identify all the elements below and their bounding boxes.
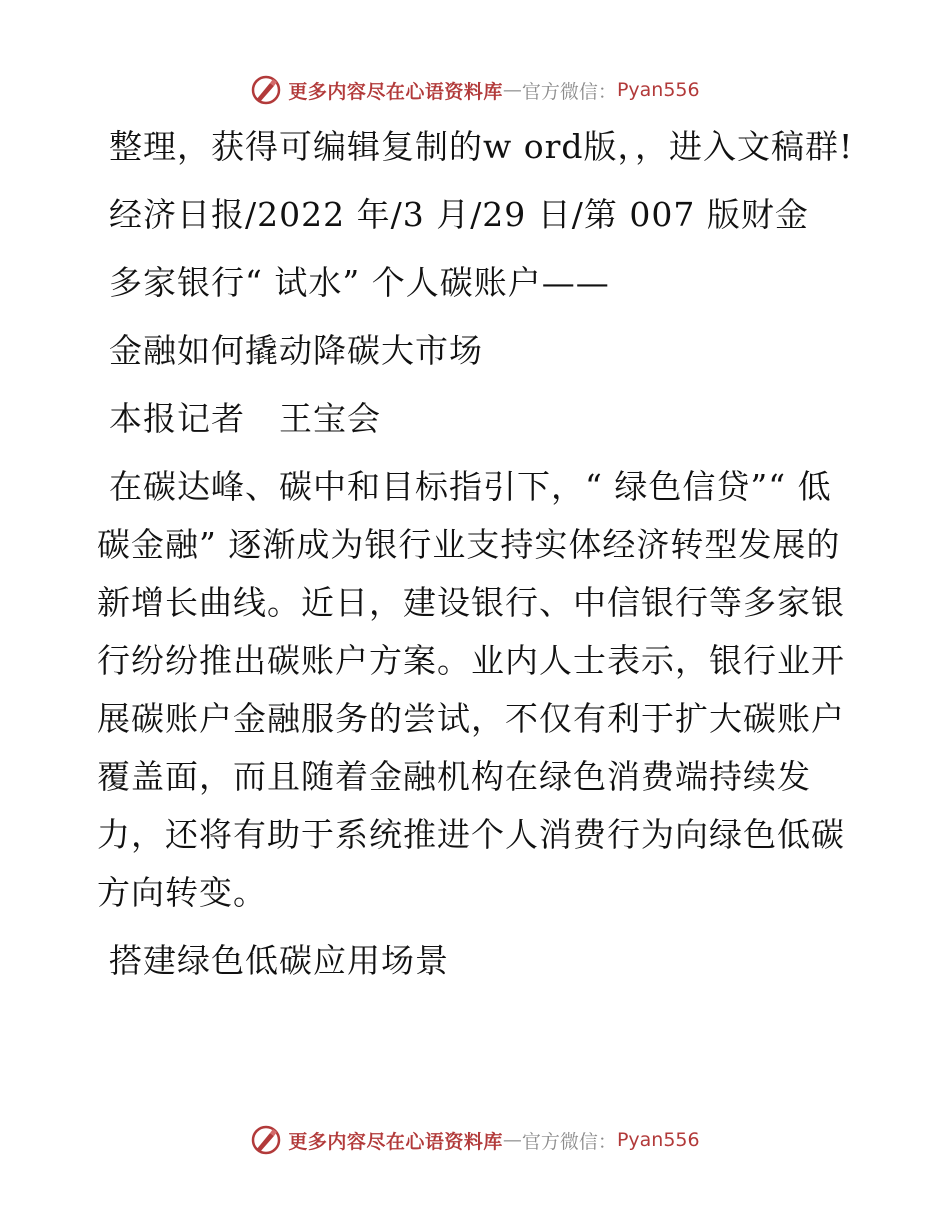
paragraph-source-line: 经济日报/2022 年/3 月/29 日/第 007 版财金 [109,195,809,234]
watermark-label: 官方微信： [521,80,617,103]
watermark-brand-text: 更多内容尽在心语资料库 [288,80,503,103]
watermark-footer [0,1120,950,1160]
article-body-paragraph: 在碳达峰、碳中和目标指引下，“ 绿色信贷”“ 低碳金融” 逐渐成为银行业支持实体经济转型发展的新增长曲线。近日，建设银行、中信银行等多家银行纷纷推出碳账户方案。业内人士表示，银行业开展碳账户金融服务的尝试，不仅有利于扩大碳账户覆盖面，而且随着金融机构在绿色消费端持续发力，还将有助于系统推进个人消费行为向绿色低碳方向转变。 [97,467,845,912]
watermark-dash: — [502,79,522,101]
watermark-label: 官方微信： [521,1130,617,1153]
watermark-header [0,70,950,110]
section-heading: 搭建绿色低碳应用场景 [109,941,449,980]
article-title-line-2: 金融如何撬动降碳大市场 [109,331,483,370]
watermark-wechat-id: Pyan556 [616,79,700,101]
article-title-line-1: 多家银行“ 试水” 个人碳账户—— [109,263,610,302]
pen-logo-icon [250,74,282,106]
article-byline: 本报记者 王宝会 [109,399,381,438]
paragraph-intro: 整理，获得可编辑复制的w ord版，，进入文稿群! [109,127,854,166]
document-body [97,118,857,1000]
watermark-wechat-id: Pyan556 [616,1129,700,1151]
watermark-brand-text: 更多内容尽在心语资料库 [288,1130,503,1153]
pen-logo-icon [250,1124,282,1156]
watermark-dash: — [502,1129,522,1151]
